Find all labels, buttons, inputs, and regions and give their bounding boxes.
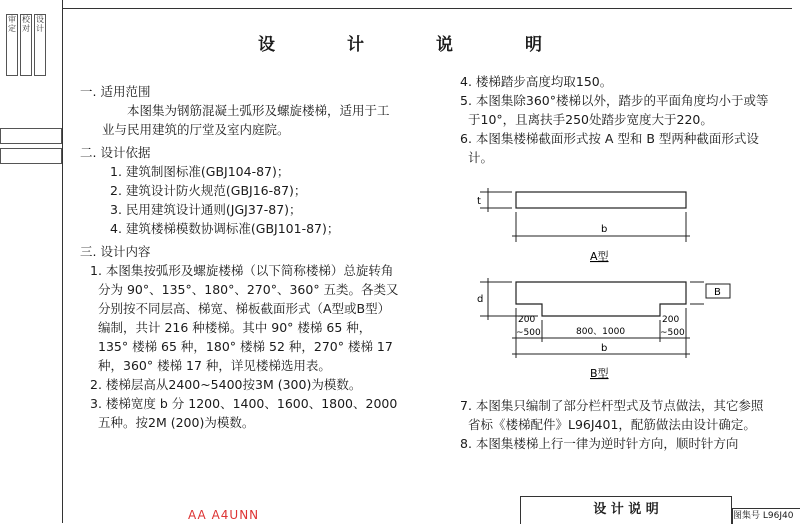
diagram-b-type bbox=[477, 278, 730, 380]
b-dim-d-label: d bbox=[477, 294, 484, 305]
a-dim-t-label: t bbox=[477, 196, 481, 207]
footer-title-box: 设 计 说 明 bbox=[520, 496, 732, 524]
list-item: 1. 建筑制图标准(GBJ104-87)； bbox=[110, 164, 290, 179]
list-item: 7. 本图集只编制了部分栏杆型式及节点做法，其它参照省标《楼梯配件》L96J401，配筋做法由设计确定。 bbox=[460, 398, 764, 432]
a-dim-b-label: b bbox=[601, 224, 608, 235]
b-dim-left-label: 200 bbox=[518, 315, 536, 325]
b-type-slab bbox=[516, 282, 686, 316]
strip-cell: 审 定 bbox=[6, 14, 18, 76]
list-item: 4. 建筑楼梯模数协调标准(GBJ101-87)； bbox=[110, 221, 340, 236]
frame-top-line bbox=[62, 8, 792, 9]
list-item: 5. 本图集除360°楼梯以外，踏步的平面角度均小于或等于10°，且离扶手250处踏步宽度大于220。 bbox=[460, 93, 769, 127]
a-type-slab bbox=[516, 192, 686, 208]
diagram-a-type bbox=[477, 188, 690, 263]
a-type-caption: A型 bbox=[590, 250, 609, 263]
strip-cell bbox=[0, 148, 62, 164]
list-item: 6. 本图集楼梯截面形式按 A 型和 B 型两种截面形式设计。 bbox=[460, 131, 759, 165]
red-stamp: AA A4UNN bbox=[188, 508, 260, 522]
strip-cell: 设 计 bbox=[34, 14, 46, 76]
list-item: 2. 楼梯层高从2400~5400按3M (300)为模数。 bbox=[90, 377, 362, 392]
right-column bbox=[450, 72, 770, 167]
side-signature-strip bbox=[0, 0, 63, 180]
section-body: 本图集为钢筋混凝土弧形及螺旋楼梯，适用于工业与民用建筑的厅堂及室内庭院。 bbox=[102, 103, 390, 137]
left-column bbox=[80, 78, 400, 432]
page-title: 设 计 说 明 bbox=[258, 35, 542, 55]
right-column-continued bbox=[450, 396, 770, 453]
drawing-code-box bbox=[732, 508, 800, 524]
strip-cell: 校 对 bbox=[20, 14, 32, 76]
section-heading: 一. 适用范围 bbox=[80, 84, 151, 99]
list-item: 1. 本图集按弧形及螺旋楼梯（以下简称楼梯）总旋转角分为 90°、135°、180°、270°、360° 五类。各类又分别按不同层高、梯宽、梯板截面形式（A型或B型）编制，共计 216 种楼梯。其中 90° 楼梯 65 种，135° 楼梯 65 种，180° 楼梯 52 种，270° 楼梯 17 种，360° 楼梯 17 种，详见楼梯选用表。 bbox=[90, 263, 399, 373]
section-diagrams bbox=[450, 180, 770, 390]
section-heading: 三. 设计内容 bbox=[80, 244, 151, 259]
list-item: 3. 楼梯宽度 b 分 1200、1400、1600、1800、2000 五种。按2M (200)为模数。 bbox=[90, 396, 398, 430]
list-item: 8. 本图集楼梯上行一律为逆时针方向，顺时针方向 bbox=[460, 436, 739, 451]
b-dim-mid-label: 800、1000 bbox=[576, 327, 626, 337]
b-dim-right2-label: ~500 bbox=[660, 328, 685, 338]
b-type-caption: B型 bbox=[590, 367, 609, 380]
b-callout-label: B bbox=[714, 287, 721, 298]
drawing-code: L96J40 bbox=[762, 511, 794, 521]
code-label: 图集号 bbox=[733, 511, 761, 521]
strip-cell bbox=[0, 128, 62, 144]
b-dim-b-label: b bbox=[601, 343, 608, 354]
b-dim-left2-label: ~500 bbox=[516, 328, 541, 338]
list-item: 4. 楼梯踏步高度均取150。 bbox=[460, 74, 613, 89]
section-heading: 二. 设计依据 bbox=[80, 145, 151, 160]
list-item: 2. 建筑设计防火规范(GBJ16-87)； bbox=[110, 183, 307, 198]
list-item: 3. 民用建筑设计通则(JGJ37-87)； bbox=[110, 202, 302, 217]
b-dim-right-label: 200 bbox=[662, 315, 680, 325]
